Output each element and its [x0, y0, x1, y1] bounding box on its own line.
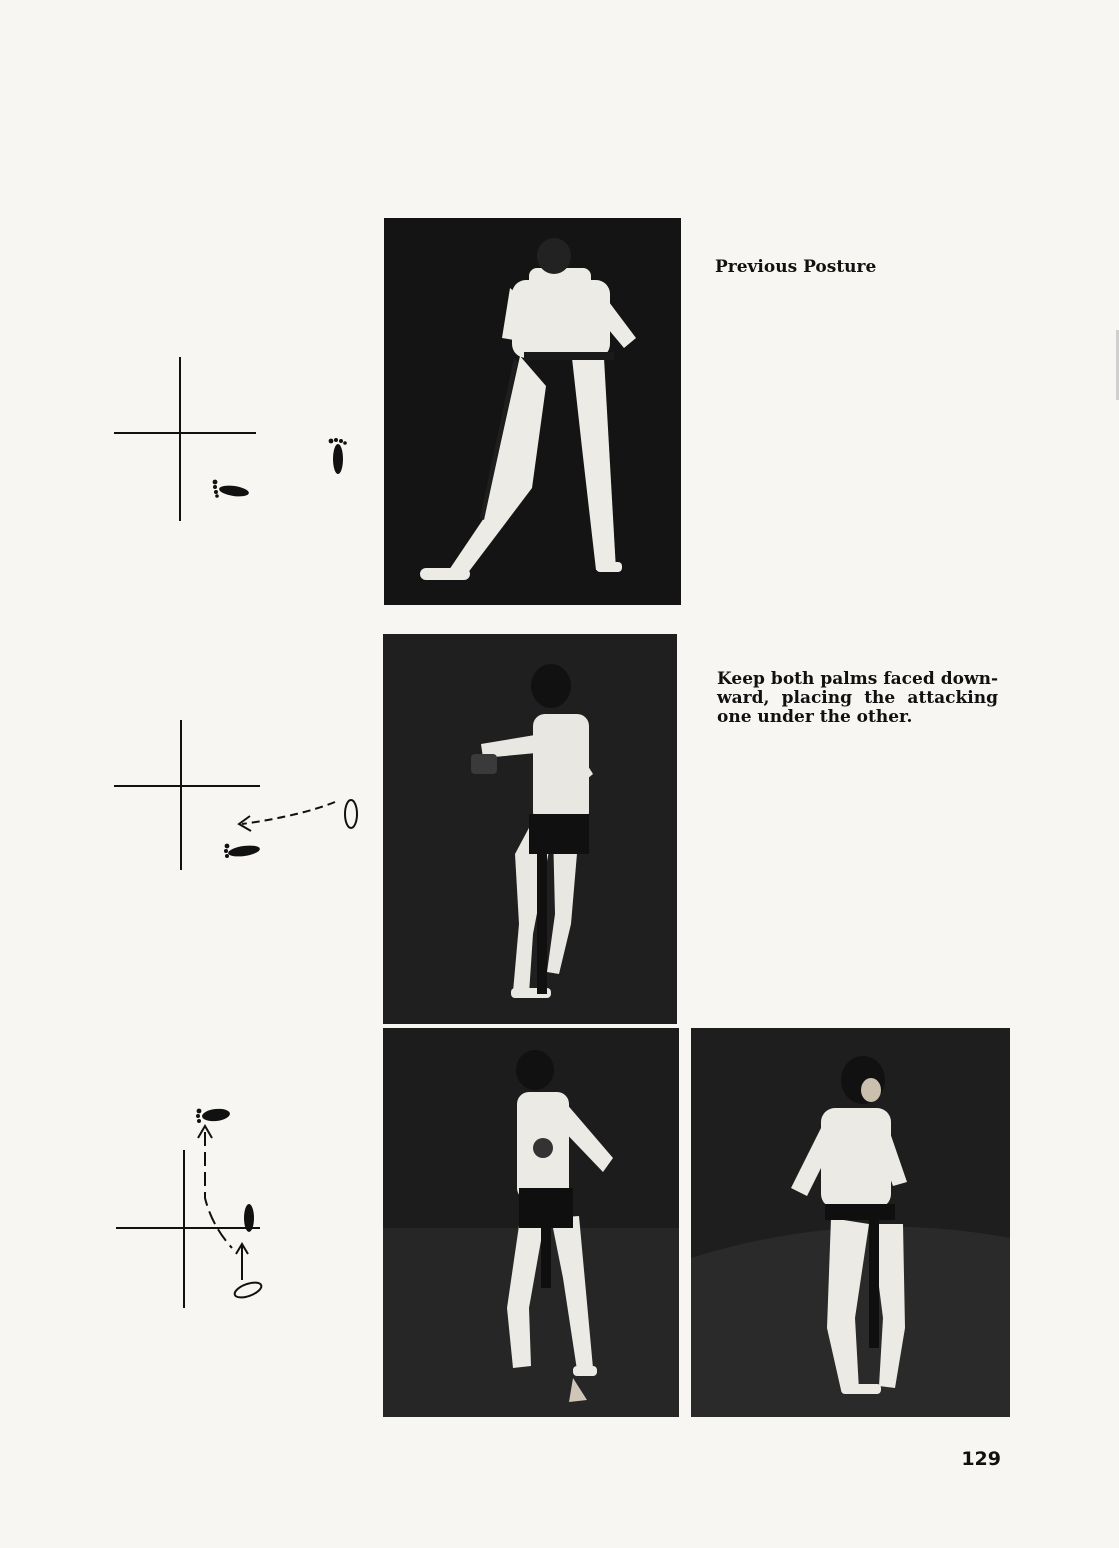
photo-previous-posture: [384, 218, 681, 605]
photo-palms-down: [383, 634, 677, 1024]
planted-foot-icon: [224, 844, 261, 859]
photo-turn-back: [691, 1028, 1010, 1417]
outline-foot-icon: [233, 1280, 263, 1301]
footwork-diagram-3: [110, 1102, 290, 1312]
right-foot-icon: [329, 438, 347, 474]
outline-foot-icon: [345, 800, 357, 828]
footwork-diagram-1: [110, 355, 360, 525]
photo-turn-front: [383, 1028, 679, 1417]
front-foot-icon: [196, 1108, 231, 1123]
pivot-foot-icon: [244, 1204, 254, 1232]
footwork-diagram-2: [110, 718, 370, 878]
page-number: 129: [961, 1448, 1001, 1470]
caption-palms-down: Keep both palms faced down-ward, placing the attacking one under the other.: [717, 669, 998, 727]
step-arrow-icon: [205, 1132, 232, 1248]
move-arrow-icon: [242, 802, 335, 824]
left-foot-icon: [213, 480, 250, 498]
caption-previous-posture: Previous Posture: [715, 257, 877, 277]
